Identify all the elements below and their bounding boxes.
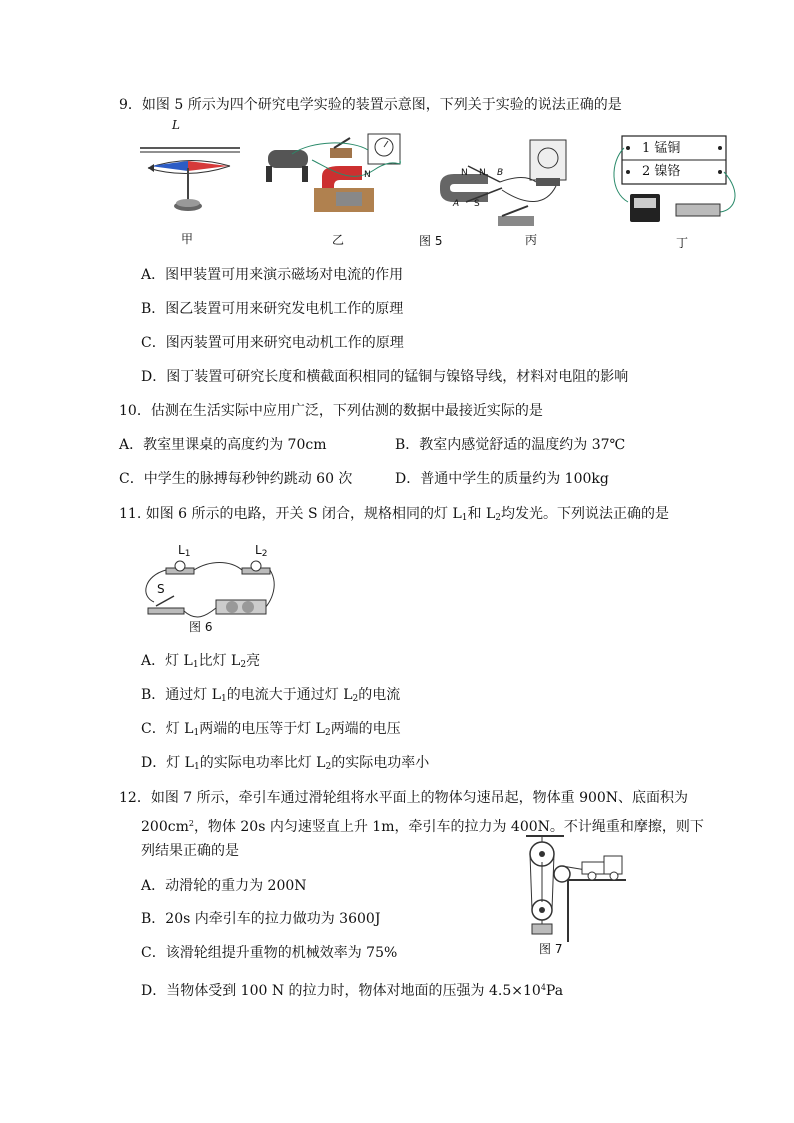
- q11-option-d: D．灯 $L_1$的实际电功率比灯 $L_2$的实际电功率小: [141, 755, 430, 772]
- q9-option-d: D．图丁装置可研究长度和横截面积相同的锰铜与镍铬导线，材料对电阻的影响: [141, 369, 629, 385]
- q12-option-a: A．动滑轮的重力为 200N: [141, 878, 307, 894]
- label-yi: 乙: [332, 233, 345, 247]
- fig6-L1: $L_1$: [178, 543, 191, 559]
- q11-option-c: C．灯 $L_1$两端的电压等于灯 $L_2$两端的电压: [141, 721, 401, 738]
- wire2-label: 2 镍铬: [642, 164, 681, 179]
- q12-option-c: C．该滑轮组提升重物的机械效率为 75%: [141, 945, 398, 961]
- q11-option-b: B．通过灯 $L_1$的电流大于通过灯 $L_2$的电流: [141, 687, 401, 704]
- figure7-pulley: [520, 832, 630, 942]
- q11-stem: 11. 如图 6 所示的电路，开关 S 闭合，规格相同的灯 $L_1$和 $L_2$均发光。下列说法正确的是: [119, 506, 669, 523]
- label-B: B: [497, 168, 504, 178]
- q10-stem: 10．估测在生活实际中应用广泛，下列估测的数据中最接近实际的是: [119, 403, 543, 419]
- q11-option-a: A．灯 $L_1$比灯 $L_2$亮: [141, 653, 261, 670]
- q12-option-b: B．20s 内牵引车的拉力做功为 3600J: [141, 911, 381, 927]
- q12-line2: $200cm^2$，物体 20s 内匀速竖直上升 1m，牵引车的拉力为 400N。不计绳重和摩擦，则下: [141, 819, 704, 835]
- label-bing-N2: N: [479, 168, 486, 178]
- fig6-caption: 图 6: [189, 620, 213, 634]
- figure-yi: [262, 130, 412, 220]
- q10-option-d: D．普通中学生的质量约为 100kg: [395, 471, 609, 487]
- label-ding: 丁: [676, 236, 689, 250]
- label-L: L: [172, 118, 180, 132]
- q12-line3: 列结果正确的是: [141, 843, 239, 859]
- q9-option-a: A．图甲装置可用来演示磁场对电流的作用: [141, 267, 404, 283]
- figure-jia: [140, 128, 240, 223]
- fig7-caption: 图 7: [539, 942, 563, 956]
- figure5-caption: 图 5: [419, 234, 443, 248]
- q12-line1: 12．如图 7 所示，牵引车通过滑轮组将水平面上的物体匀速吊起，物体重 900N、底面积为: [119, 790, 689, 806]
- label-bing-N: N: [461, 168, 468, 178]
- label-N: N: [364, 170, 371, 180]
- label-bing: 丙: [525, 233, 538, 247]
- q10-option-b: B．教室内感觉舒适的温度约为 37℃: [395, 437, 626, 453]
- wire1-label: 1 锰铜: [642, 141, 681, 156]
- label-A: A: [453, 199, 460, 209]
- figure-bing: [436, 136, 576, 228]
- q12-option-d: D．当物体受到 100 N 的拉力时，物体对地面的压强为 $4.5\times 10^4Pa$: [141, 983, 564, 999]
- q10-option-a: A．教室里课桌的高度约为 70cm: [119, 437, 327, 453]
- label-jia: 甲: [181, 232, 194, 246]
- q9-option-b: B．图乙装置可用来研究发电机工作的原理: [141, 301, 404, 317]
- q10-option-c: C．中学生的脉搏每秒钟约跳动 60 次: [119, 471, 353, 487]
- fig6-L2: $L_2$: [255, 543, 268, 559]
- fig6-S: S: [157, 582, 165, 596]
- q9-stem: 9．如图 5 所示为四个研究电学实验的装置示意图，下列关于实验的说法正确的是: [119, 97, 622, 113]
- label-bing-S: S: [474, 199, 480, 209]
- q9-option-c: C．图丙装置可用来研究电动机工作的原理: [141, 335, 404, 351]
